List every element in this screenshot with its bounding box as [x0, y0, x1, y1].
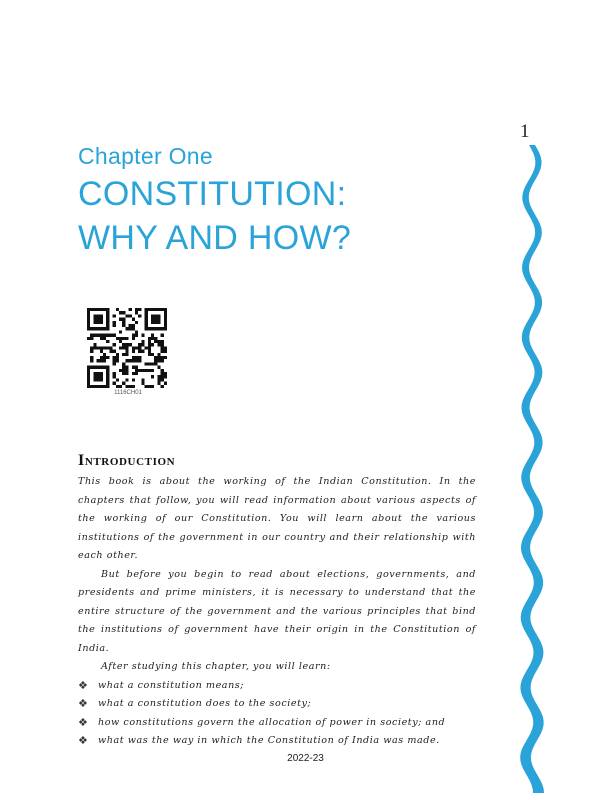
list-item: ❖ what a constitution means;: [78, 677, 476, 696]
diamond-bullet-icon: ❖: [78, 678, 89, 692]
diamond-bullet-icon: ❖: [78, 697, 89, 710]
chapter-title-line-1: CONSTITUTION:: [78, 175, 347, 213]
page-number: 1: [520, 121, 530, 142]
chapter-title: [78, 172, 498, 260]
diamond-bullet-icon: ❖: [78, 734, 89, 747]
list-item: ❖ how constitutions govern the allocation of power in society; and: [78, 714, 476, 733]
qr-code[interactable]: [87, 308, 167, 388]
chapter-title-line-2: WHY AND HOW?: [78, 219, 352, 257]
qr-code-caption: 1116CH01: [114, 390, 142, 396]
introduction-body: [78, 473, 476, 751]
intro-paragraph-3: After studying this chapter, you will learn:: [101, 661, 331, 672]
list-item: ❖ what a constitution does to the society;: [78, 695, 476, 714]
footer-year: 2022-23: [287, 753, 324, 764]
chapter-label: Chapter One: [78, 143, 213, 169]
diamond-bullet-icon: ❖: [78, 715, 89, 729]
intro-paragraph-2: But before you begin to read about elections, governments, and presidents and prime ministers, it is necessary to understand that the entire structure of the government and the various principles that bind the institutions of government have their origin in the Constitution of India.: [78, 568, 476, 654]
section-heading-introduction: Introduction: [78, 452, 176, 469]
list-item: ❖ what was the way in which the Constitution of India was made.: [78, 732, 476, 751]
intro-paragraph-1: This book is about the working of the Indian Constitution. In the chapters that follow, you will read information about various aspects of the working of our Constitution. You will learn about the various institutions of the government in our country and their relationship with each other.: [78, 476, 476, 561]
decorative-wave-border: [504, 145, 550, 795]
learning-objectives-list: [78, 677, 476, 751]
